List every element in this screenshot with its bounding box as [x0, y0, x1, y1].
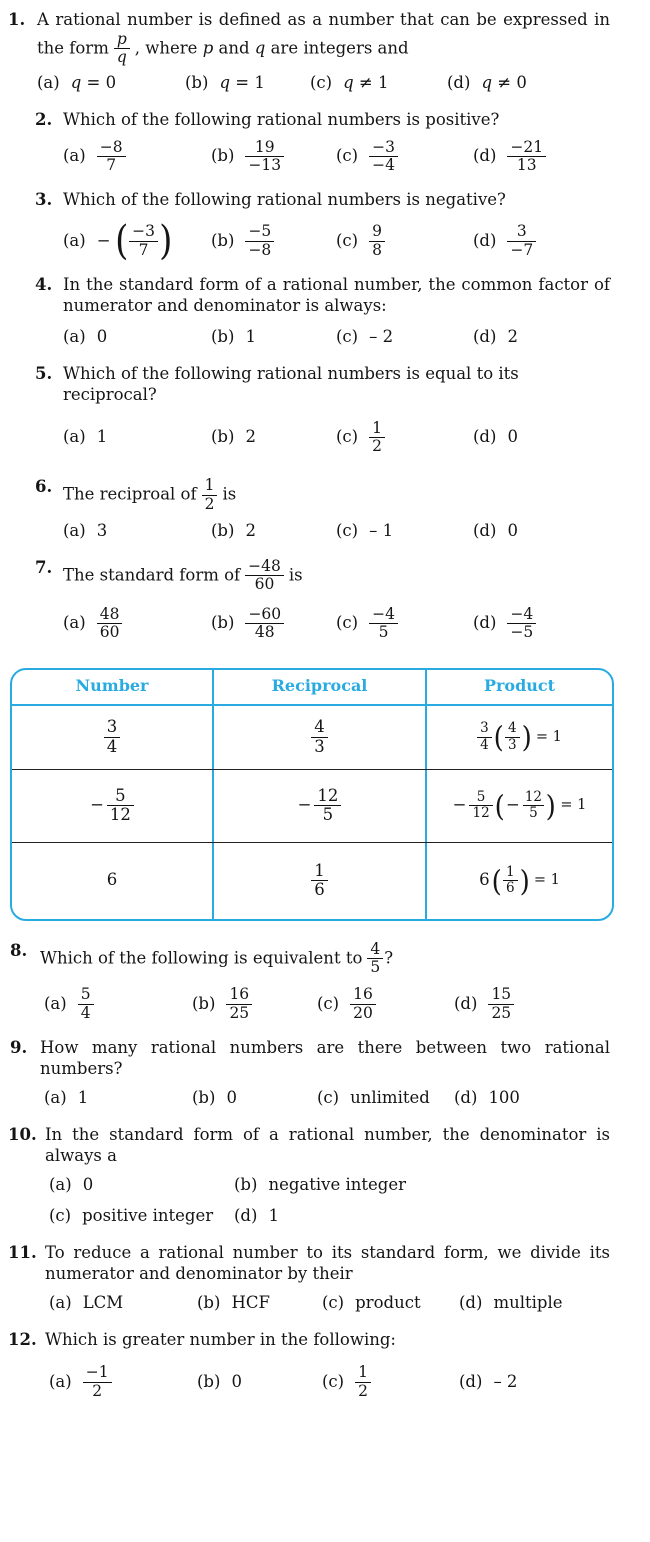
fraction: $\frac{-48}{60}$ — [245, 558, 284, 594]
table-cell-number — [12, 843, 212, 919]
table-header-reciprocal: Reciprocal — [212, 670, 425, 704]
question-text-line1: To reduce a rational number to its standard form, we divide its — [45, 1242, 610, 1262]
options-grid — [45, 1175, 610, 1227]
table-header-row — [12, 670, 612, 706]
integer-value: 6 — [106, 870, 118, 890]
text-fragment: The reciproal of — [63, 484, 197, 504]
fraction: $\frac{3}{4}$ — [104, 718, 121, 756]
fraction: $\frac{48}{60}$ — [97, 606, 123, 642]
fraction: $\frac{19}{-13}$ — [245, 139, 284, 175]
option-d: (d) $\frac{3}{-7}$ — [473, 223, 610, 259]
question-number: 10. — [8, 1124, 37, 1144]
option-c: (c) $\frac{1}{2}$ — [336, 420, 473, 456]
text-fragment: and — [213, 38, 255, 58]
option-d: (d) 0 — [473, 521, 518, 541]
var-q: q — [254, 38, 266, 58]
fraction: $\frac{4}{3}$ — [311, 718, 328, 756]
table-row — [12, 842, 612, 919]
text-fragment: Which of the following is equivalent to — [40, 947, 363, 967]
options-row — [63, 327, 610, 348]
fraction: $\frac{15}{25}$ — [488, 986, 514, 1022]
fraction: $\frac{-3}{-4}$ — [369, 139, 398, 175]
text-fragment: is — [222, 484, 237, 504]
option-c: (c) $\frac{1}{2}$ — [322, 1364, 459, 1400]
fraction: $\frac{12}{5}$ — [314, 787, 341, 825]
options-row — [63, 139, 610, 175]
option-a: (a) 3 — [63, 521, 108, 541]
question-number: 7. — [35, 558, 53, 578]
question-text-line1: In the standard form of a rational number, the denominator is — [45, 1124, 610, 1144]
fraction: $\frac{-60}{48}$ — [245, 606, 284, 642]
question-text — [40, 941, 610, 977]
option-label: (b) — [185, 72, 209, 92]
fraction: $\frac{1}{2}$ — [202, 477, 218, 513]
option-b: (b) $\frac{-5}{-8}$ — [211, 223, 336, 259]
option-b: (b) $\frac{19}{-13}$ — [211, 139, 336, 175]
equals-result: = 1 — [535, 728, 562, 745]
question-text: Which of the following rational numbers is positive? — [63, 109, 500, 129]
minus-sign: − — [96, 230, 111, 250]
question-text: Which of the following rational numbers is equal to its reciprocal? — [63, 363, 519, 404]
question-11 — [8, 1243, 610, 1314]
option-d: (d) 0 — [473, 427, 518, 447]
option-c: (c) $\frac{16}{20}$ — [317, 986, 454, 1022]
question-number: 1. — [8, 10, 26, 29]
fraction: $\frac{-4}{5}$ — [369, 606, 398, 642]
reciprocal-table — [10, 668, 614, 921]
option-b: (b) negative integer — [234, 1174, 406, 1194]
minus-sign: − — [452, 795, 467, 815]
equals-result: = 1 — [533, 872, 560, 889]
table-cell-product: $\frac{3}{4}$ ( $\frac{4}{3}$ ) = 1 — [425, 706, 612, 769]
table-row — [12, 706, 612, 769]
option-label: (c) — [310, 72, 333, 92]
table-cell-reciprocal — [212, 770, 425, 842]
question-number: 12. — [8, 1329, 37, 1349]
option-d: (d) 1 — [234, 1205, 279, 1225]
options-row — [63, 521, 610, 542]
option-label: (a) — [37, 72, 60, 92]
option-label: (d) — [447, 72, 471, 92]
option-c: (c) $\frac{9}{8}$ — [336, 223, 473, 259]
table-cell-reciprocal — [212, 706, 425, 769]
table-header-product: Product — [425, 670, 612, 704]
fraction: $\frac{-8}{7}$ — [97, 139, 126, 175]
option-c: (c) q ≠ 1 — [310, 72, 389, 92]
table-row — [12, 769, 612, 842]
text-fragment: are integers and — [265, 38, 409, 58]
option-a: (a) $\frac{5}{4}$ — [44, 986, 192, 1022]
question-1 — [8, 10, 610, 94]
option-c: (c) positive integer — [49, 1205, 214, 1225]
fraction: $\frac{-1}{2}$ — [83, 1364, 112, 1400]
fraction: $\frac{5}{4}$ — [78, 986, 94, 1022]
options-row — [63, 218, 610, 265]
table-cell-product: − $\frac{5}{12}$ ( − $\frac{12}{5}$ ) = 1 — [425, 770, 612, 842]
option-d: (d) multiple — [459, 1292, 563, 1312]
question-text — [63, 558, 610, 594]
fraction: $\frac{16}{20}$ — [350, 986, 376, 1022]
fraction: $\frac{1}{2}$ — [355, 1364, 371, 1400]
table-cell-number — [12, 770, 212, 842]
question-text-line1: How many rational numbers are there between two rational — [40, 1038, 610, 1057]
option-a: (a) 0 — [49, 1174, 94, 1194]
question-text-line1: A rational number is defined as a number that can be expressed in — [37, 10, 610, 29]
option-a: (a) $\frac{-1}{2}$ — [49, 1364, 197, 1400]
option-d: (d) $\frac{-21}{13}$ — [473, 139, 610, 175]
option-a: (a) $\frac{48}{60}$ — [63, 606, 211, 642]
option-b: (b) 0 — [197, 1371, 242, 1391]
option-d: (d) – 2 — [459, 1371, 518, 1391]
fraction: $\frac{1}{2}$ — [369, 420, 385, 456]
option-b: (b) $\frac{-60}{48}$ — [211, 606, 336, 642]
question-body — [37, 10, 610, 94]
option-c: (c) – 1 — [336, 521, 394, 541]
options-row — [45, 1293, 610, 1314]
option-c: (c) product — [322, 1292, 421, 1312]
fraction: $\frac{1}{6}$ — [311, 862, 328, 900]
integer-value: 6 — [479, 870, 490, 890]
question-number: 6. — [35, 477, 53, 497]
minus-sign: − — [506, 795, 520, 815]
option-a: (a) $\frac{-8}{7}$ — [63, 139, 211, 175]
fraction: $\frac{9}{8}$ — [369, 223, 385, 259]
fraction: $\frac{-4}{-5}$ — [507, 606, 536, 642]
option-c: (c) $\frac{-3}{-4}$ — [336, 139, 473, 175]
options-row — [37, 73, 610, 94]
option-a: (a) 0 — [63, 326, 108, 346]
fraction: $\frac{3}{4}$ — [477, 721, 492, 752]
option-d: (d) q ≠ 0 — [447, 72, 527, 92]
text-fragment: the form — [37, 38, 109, 58]
fraction: $\frac{12}{5}$ — [524, 788, 543, 822]
question-number: 3. — [35, 190, 53, 210]
fraction: $\frac{4}{5}$ — [367, 941, 383, 977]
question-text-line2: numbers? — [40, 1058, 123, 1078]
question-2 — [35, 110, 610, 175]
option-a: (a) LCM — [49, 1292, 124, 1312]
fraction: $\frac{4}{3}$ — [505, 721, 520, 752]
table-cell-number — [12, 706, 212, 769]
question-number: 4. — [35, 274, 53, 294]
question-5 — [35, 364, 610, 456]
question-text: Which is greater number in the following: — [45, 1329, 396, 1349]
fraction: $\frac{1}{6}$ — [503, 865, 518, 896]
question-3 — [35, 190, 610, 265]
question-text: Which of the following rational numbers is negative? — [63, 190, 506, 210]
options-row — [63, 606, 610, 642]
option-c: (c) $\frac{-4}{5}$ — [336, 606, 473, 642]
question-9 — [10, 1038, 610, 1109]
option-b: (b) 2 — [211, 427, 256, 447]
option-a: (a) 1 — [63, 427, 108, 447]
option-d: (d) 2 — [473, 326, 518, 346]
fraction: $\frac{p}{q}$ — [114, 31, 130, 67]
option-b: (b) q = 1 — [185, 72, 265, 92]
minus-sign: − — [90, 795, 104, 815]
question-text-line2: always a — [45, 1145, 117, 1165]
options-row — [63, 420, 610, 456]
minus-sign: − — [297, 795, 312, 815]
text-fragment: , where — [134, 38, 203, 58]
option-b: (b) 1 — [211, 326, 256, 346]
option-c: (c) – 2 — [336, 326, 394, 346]
question-text-line1: In the standard form of a rational number, the common factor of — [63, 274, 610, 294]
question-number: 5. — [35, 363, 53, 383]
text-fragment: is — [288, 565, 303, 585]
option-d: (d) 100 — [454, 1087, 520, 1107]
question-number: 2. — [35, 109, 53, 129]
option-c: (c) unlimited — [317, 1087, 430, 1107]
options-row — [40, 986, 610, 1022]
question-12 — [8, 1330, 610, 1401]
var-p: p — [202, 38, 214, 58]
question-text-line2: numerator and denominator is always: — [63, 295, 387, 315]
option-a: (a) 1 — [44, 1087, 89, 1107]
text-fragment: The standard form of — [63, 565, 241, 585]
question-7 — [35, 558, 610, 641]
fraction: $\frac{5}{12}$ — [107, 787, 134, 825]
table-header-number: Number — [75, 676, 149, 696]
question-number: 11. — [8, 1242, 37, 1262]
fraction: $\frac{-21}{13}$ — [507, 139, 546, 175]
options-row — [40, 1088, 610, 1109]
fraction: $\frac{16}{25}$ — [226, 986, 252, 1022]
question-text — [63, 477, 610, 513]
fraction: $\frac{-5}{-8}$ — [245, 223, 274, 259]
question-number: 8. — [10, 940, 28, 960]
option-d: (d) $\frac{15}{25}$ — [454, 986, 610, 1022]
equals-result: = 1 — [560, 797, 587, 814]
question-6 — [35, 477, 610, 542]
option-a: (a) − ( $\frac{-3}{7}$ ) — [63, 218, 173, 265]
question-4 — [35, 275, 610, 348]
option-b: (b) 0 — [192, 1087, 237, 1107]
table-cell-reciprocal — [212, 843, 425, 919]
question-10 — [8, 1125, 610, 1227]
table-cell-product: 6 ( $\frac{1}{6}$ ) = 1 — [425, 843, 612, 919]
question-text-line2 — [37, 31, 610, 67]
option-b: (b) $\frac{16}{25}$ — [192, 986, 317, 1022]
option-a: (a) q = 0 — [37, 72, 117, 92]
question-number: 9. — [10, 1038, 28, 1057]
question-text-line2: numerator and denominator by their — [45, 1263, 353, 1283]
fraction: $\frac{3}{-7}$ — [507, 223, 536, 259]
option-b: (b) HCF — [197, 1292, 270, 1312]
fraction: $\frac{5}{12}$ — [469, 790, 492, 821]
question-8 — [10, 941, 610, 1022]
option-d: (d) $\frac{-4}{-5}$ — [473, 606, 610, 642]
options-row — [45, 1364, 610, 1400]
option-b: (b) 2 — [211, 521, 256, 541]
text-fragment: ? — [384, 947, 394, 967]
fraction: $\frac{-3}{7}$ — [129, 223, 158, 259]
